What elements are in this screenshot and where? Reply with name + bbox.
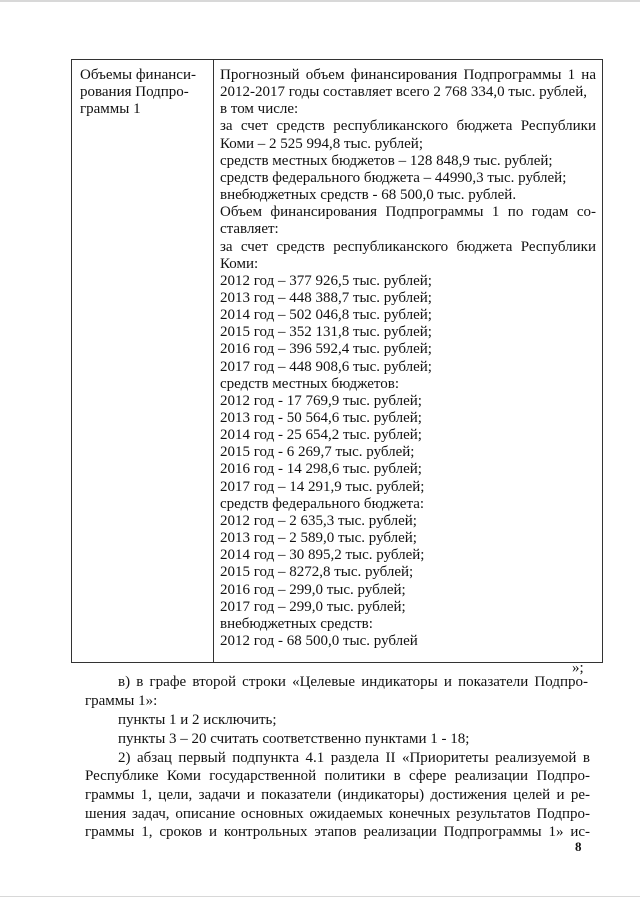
right-cell-line: 2012 год - 68 500,0 тыс. рублей (220, 632, 418, 649)
right-cell-line: 2013 год – 2 589,0 тыс. рублей; (220, 530, 417, 547)
body-paragraph-line: пункты 3 – 20 считать соответственно пунктами 1 - 18; (118, 731, 470, 747)
right-cell-line: ставляет: (220, 221, 279, 238)
table-bottom-border (71, 662, 603, 663)
body-paragraph-line: пункты 1 и 2 исключить; (118, 712, 277, 728)
right-cell-line: 2015 год – 8272,8 тыс. рублей; (220, 564, 414, 581)
right-cell-line: 2012 год - 17 769,9 тыс. рублей; (220, 392, 422, 409)
right-cell-line: за счет средств республиканского бюджета Республики (220, 238, 596, 255)
left-cell-line: Объемы финанси- (80, 67, 196, 83)
right-cell-line: 2016 год – 396 592,4 тыс. рублей; (220, 341, 432, 358)
body-paragraph-line: Республике Коми государственной политики в сфере реализации Подпро- (85, 768, 590, 784)
page-number: 8 (575, 839, 582, 854)
right-cell-line: 2015 год – 352 131,8 тыс. рублей; (220, 324, 432, 341)
right-cell-line: 2014 год - 25 654,2 тыс. рублей; (220, 427, 422, 444)
right-cell-line: 2012 год – 377 926,5 тыс. рублей; (220, 272, 432, 289)
table-right-border (602, 59, 603, 663)
scan-top-edge (0, 0, 640, 2)
left-cell-line: рования Подпро- (80, 84, 189, 100)
right-cell-line: Объем финансирования Подпрограммы 1 по годам со- (220, 204, 596, 221)
table-top-border (71, 59, 603, 60)
right-cell-line: 2015 год - 6 269,7 тыс. рублей; (220, 444, 415, 461)
body-paragraph-line: граммы 1, сроков и контрольных этапов реализации Подпрограммы 1» ис- (85, 824, 590, 840)
right-cell-line: средств местных бюджетов – 128 848,9 тыс. рублей; (220, 152, 553, 169)
right-cell-line: средств федерального бюджета – 44990,3 тыс. рублей; (220, 169, 567, 186)
right-cell-line: Прогнозный объем финансирования Подпрограммы 1 на (220, 67, 596, 83)
body-paragraph-line: граммы 1, цели, задачи и показатели (индикаторы) достижения целей и ре- (85, 787, 590, 803)
right-cell-line: за счет средств республиканского бюджета Республики (220, 118, 596, 135)
right-cell-line: 2014 год – 502 046,8 тыс. рублей; (220, 307, 432, 324)
right-cell-line: 2017 год – 299,0 тыс. рублей; (220, 598, 406, 615)
right-cell-line: 2016 год – 299,0 тыс. рублей; (220, 581, 406, 598)
right-cell-line: 2012 год – 2 635,3 тыс. рублей; (220, 512, 417, 529)
right-cell-line: внебюджетных средств - 68 500,0 тыс. рублей. (220, 187, 517, 204)
body-paragraph-line: 2) абзац первый подпункта 4.1 раздела II «Приоритеты реализуемой в (118, 750, 590, 766)
table-left-border (71, 59, 72, 663)
right-cell-line: 2016 год - 14 298,6 тыс. рублей; (220, 461, 422, 478)
closing-quote: »; (572, 660, 584, 676)
right-cell-line: 2012-2017 годы составляет всего 2 768 334,0 тыс. рублей, (220, 84, 587, 101)
right-cell-line: в том числе: (220, 101, 299, 118)
right-cell-line: 2017 год – 14 291,9 тыс. рублей; (220, 478, 425, 495)
table-column-divider (213, 59, 214, 663)
right-cell-line: Коми – 2 525 994,8 тыс. рублей; (220, 135, 423, 152)
left-cell-line: граммы 1 (80, 101, 141, 117)
scan-bottom-edge (0, 896, 640, 897)
right-cell-line: средств федерального бюджета: (220, 495, 425, 512)
body-paragraph-line: шения задач, описание основных ожидаемых конечных результатов Подпро- (85, 806, 590, 822)
right-cell-line: 2013 год - 50 564,6 тыс. рублей; (220, 410, 422, 426)
right-cell-line: внебюджетных средств: (220, 615, 373, 632)
right-cell-line: Коми: (220, 255, 259, 272)
right-cell-line: 2017 год – 448 908,6 тыс. рублей; (220, 358, 432, 375)
body-paragraph-line: в) в графе второй строки «Целевые индикаторы и показатели Подпро- (118, 674, 588, 690)
right-cell-line: 2013 год – 448 388,7 тыс. рублей; (220, 289, 432, 306)
right-cell-line: 2014 год – 30 895,2 тыс. рублей; (220, 547, 425, 564)
right-cell-line: средств местных бюджетов: (220, 375, 400, 392)
body-paragraph-line: граммы 1»: (85, 693, 158, 709)
